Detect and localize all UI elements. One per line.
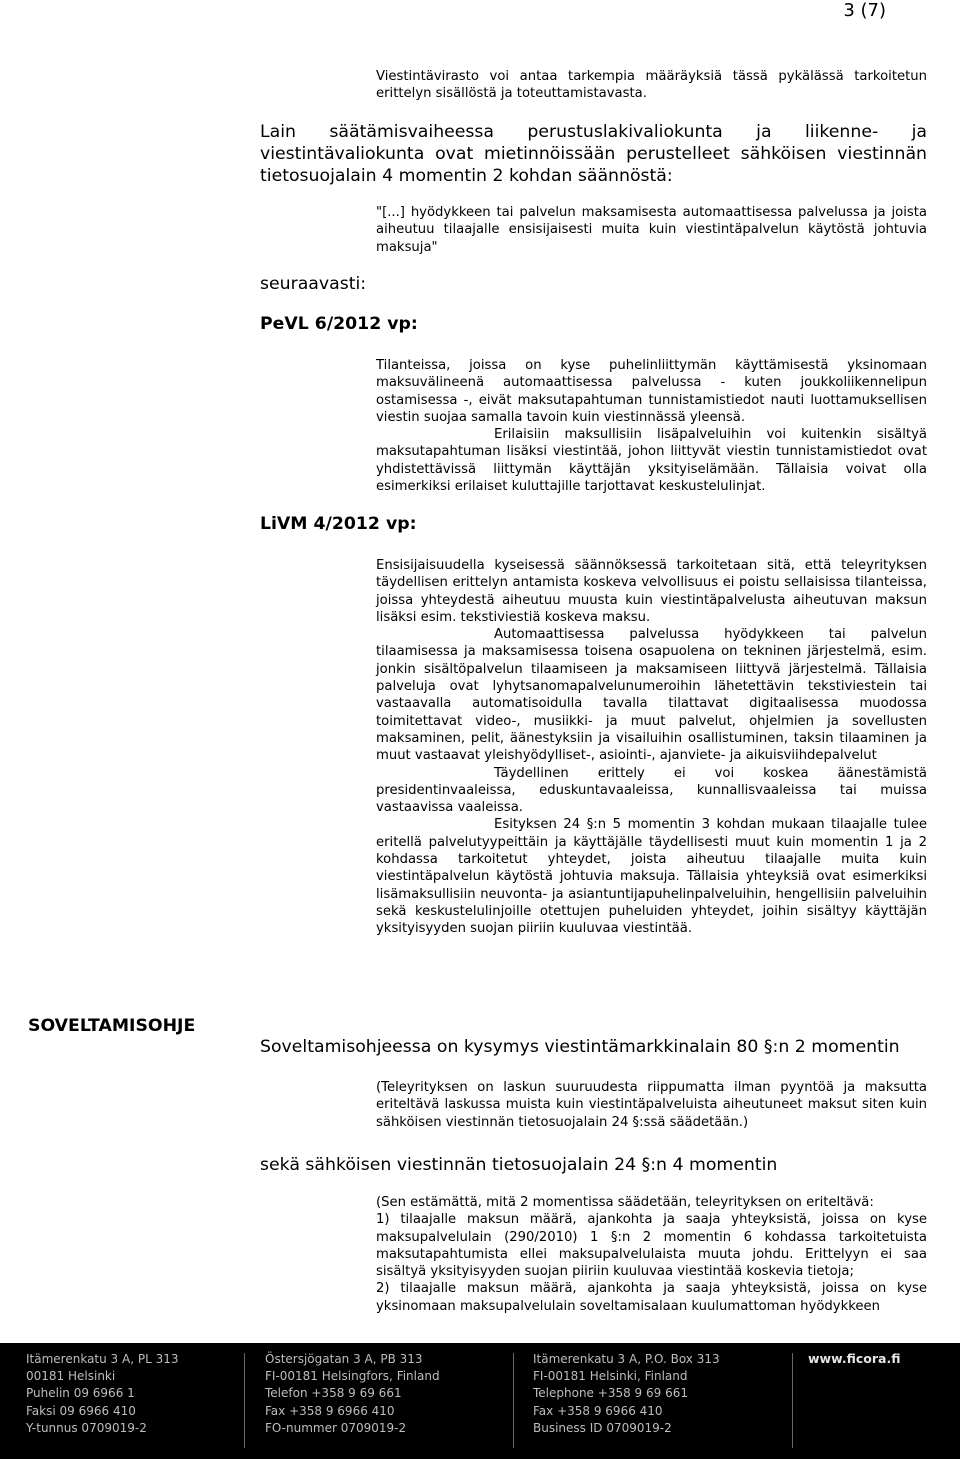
footer-address-en bbox=[533, 1351, 720, 1437]
soveltamisohje-paragraph-3: 1) tilaajalle maksun määrä, ajankohta ja saaja yhteyksistä, joissa on kyse maksupalvelulain (290/2010) 1 §:n 2 momentin 6 kohdassa tarkoitetuista maksutapahtumista ellei maksupalvelulaista muuta johdu. Erittelyyn ei saa sisältyä yksityisyyden suojan piiriin kuuluvaa viestintää koskevia tietoja; bbox=[376, 1212, 927, 1280]
footer-address-fi bbox=[26, 1351, 178, 1437]
pevl-heading: PeVL 6/2012 vp: bbox=[260, 314, 418, 334]
intro-quote: "[...] hyödykkeen tai palvelun maksamisesta automaattisessa palvelussa ja joista aiheutuu tilaajalle ensisijaisesti muita kuin viestintäpalvelun käytöstä johtuvia maksuja" bbox=[376, 205, 927, 255]
soveltamisohje-heading: SOVELTAMISOHJE bbox=[28, 1016, 196, 1036]
footer-line: FI-00181 Helsingfors, Finland bbox=[265, 1369, 440, 1384]
soveltamisohje-body bbox=[376, 1194, 927, 1315]
footer-line: FI-00181 Helsinki, Finland bbox=[533, 1369, 688, 1384]
soveltamisohje-title-1: Soveltamisohjeessa on kysymys viestintämarkkinalain 80 §:n 2 momentin bbox=[260, 1037, 900, 1057]
footer-divider bbox=[513, 1353, 514, 1448]
soveltamisohje-title-2: sekä sähköisen viestinnän tietosuojalain 24 §:n 4 momentin bbox=[260, 1155, 778, 1175]
footer-line: Itämerenkatu 3 A, P.O. Box 313 bbox=[533, 1352, 720, 1366]
soveltamisohje-paragraph-1: (Teleyrityksen on laskun suuruudesta riippumatta ilman pyyntöä ja maksutta eriteltävä laskussa muista kuin viestintäpalveluista aiheutuneet maksut siten kuin sähköisen viestinnän tietosuojalain 24 §:ssä säädetään.) bbox=[376, 1080, 927, 1130]
footer-address-sv bbox=[265, 1351, 440, 1437]
footer bbox=[0, 1343, 960, 1459]
footer-line: Fax +358 9 6966 410 bbox=[533, 1403, 663, 1418]
footer-line: Puhelin 09 6966 1 bbox=[26, 1386, 135, 1401]
livm-body bbox=[376, 557, 927, 938]
soveltamisohje-paragraph-2: (Sen estämättä, mitä 2 momentissa säädetään, teleyrityksen on eriteltävä: bbox=[376, 1195, 874, 1210]
seuraavasti-label: seuraavasti: bbox=[260, 274, 367, 294]
footer-divider bbox=[244, 1353, 245, 1448]
footer-line: Telefon +358 9 69 661 bbox=[265, 1386, 402, 1401]
footer-website-link[interactable]: www.ficora.fi bbox=[808, 1351, 901, 1366]
livm-paragraph-2: Automaattisessa palvelussa hyödykkeen tai palvelun tilaamisessa ja maksamisessa toisena osapuolena on tekninen järjestelmä, esim. jonkin sisältöpalvelun tilaamiseen ja maksamiseen liittyvä järjestelmä. Tällaisia palveluja ovat lyhytsanomapalvelunumeroihin lähetettävin tekstiviestein tai vastaavalla automatisoidulla tavalla tilattavat digitaalisessa muodossa toimitettavat video-, musiikki- ja muut palvelut, ohjelmien ja sovellusten maksaminen, pelit, äänestyksiin ja visailuihin osallistuminen, taksin tilaaminen ja muut vastaavat yleishyödylliset-, asiointi-, ajanviete- ja aikuisviihdepalvelut bbox=[376, 627, 927, 764]
footer-line: Business ID 0709019-2 bbox=[533, 1420, 672, 1435]
footer-line: Telephone +358 9 69 661 bbox=[533, 1386, 688, 1401]
footer-divider bbox=[792, 1353, 793, 1448]
intro-paragraph-1: Viestintävirasto voi antaa tarkempia määräyksiä tässä pykälässä tarkoitetun erittelyn sisällöstä ja toteuttamistavasta. bbox=[376, 69, 927, 102]
intro-paragraph-2: Lain säätämisvaiheessa perustuslakivaliokunta ja liikenne- ja viestintävaliokunta ovat mietinnöissään perustelleet sähköisen viestinnän tietosuojalain 4 momentin 2 kohdan säännöstä: bbox=[260, 122, 927, 186]
footer-line: Y-tunnus 0709019-2 bbox=[26, 1420, 147, 1435]
footer-line: FO-nummer 0709019-2 bbox=[265, 1420, 407, 1435]
pevl-paragraph-2: Erilaisiin maksullisiin lisäpalveluihin voi kuitenkin sisältyä maksutapahtuman lisäksi viestintää, johon liittyvät viestin tunnistamistiedot ovat yhdistettävissä liittymän käyttäjän yksityiselämään. Tällaisia voivat olla esimerkiksi erilaiset kuluttajille tarjottavat keskustelulinjat. bbox=[376, 427, 927, 495]
footer-line: Faksi 09 6966 410 bbox=[26, 1403, 136, 1418]
pevl-paragraph-1: Tilanteissa, joissa on kyse puhelinliittymän käyttämisestä yksinomaan maksuvälineenä automaattisessa palvelussa - kuten joukkoliikennelipun ostamisessa -, eivät maksutapahtuman tunnistamistiedot nauti luottamuksellisen viestin suojaa samalla tavoin kuin viestinnässä yleensä. bbox=[376, 358, 927, 425]
footer-line: 00181 Helsinki bbox=[26, 1369, 116, 1384]
livm-paragraph-3: Täydellinen erittely ei voi koskea äänestämistä presidentinvaaleissa, eduskuntavaaleissa, kunnallisvaaleissa tai muissa vastaavissa vaaleissa. bbox=[376, 765, 927, 816]
footer-line: Itämerenkatu 3 A, PL 313 bbox=[26, 1352, 179, 1366]
footer-line: Fax +358 9 6966 410 bbox=[265, 1403, 395, 1418]
livm-paragraph-1: Ensisijaisuudella kyseisessä säännöksessä tarkoitetaan sitä, että teleyrityksen täydellisen erittelyn antamista koskeva velvollisuus ei poistu sellaisissa tilanteissa, joissa yhteydestä aiheutuu muusta kuin viestintäpalvelusta aiheutuvan maksun lisäksi esim. tekstiviestiä koskeva maksu. bbox=[376, 558, 927, 625]
page-number: 3 (7) bbox=[843, 0, 886, 21]
livm-paragraph-4: Esityksen 24 §:n 5 momentin 3 kohdan mukaan tilaajalle tulee eritellä palvelutyypeittäin ja käyttäjälle täydellisesti muut kuin momentin 1 ja 2 kohdassa tarkoitetut yhteydet, joista aiheutuu tilaajalle muita kuin viestintäpalvelun käytöstä johtuvia maksuja. Tällaisia yhteyksiä ovat esimerkiksi lisämaksullisiin neuvonta- ja asiantuntijapuhelinpalveluihin, hengellisiin palveluihin sekä keskustelulinjoille otettujen puheluiden yhteydet, joihin sisältyy käyttäjän yksityisyyden suojan piiriin kuuluvaa viestintää. bbox=[376, 817, 927, 937]
livm-heading: LiVM 4/2012 vp: bbox=[260, 514, 417, 534]
soveltamisohje-paragraph-4: 2) tilaajalle maksun määrä, ajankohta ja saaja yhteyksistä, joissa on kyse yksinomaan maksupalvelulain soveltamisalaan kuulumattoman hyödykkeen bbox=[376, 1281, 927, 1314]
pevl-body bbox=[376, 357, 927, 495]
footer-line: Östersjögatan 3 A, PB 313 bbox=[265, 1352, 423, 1366]
